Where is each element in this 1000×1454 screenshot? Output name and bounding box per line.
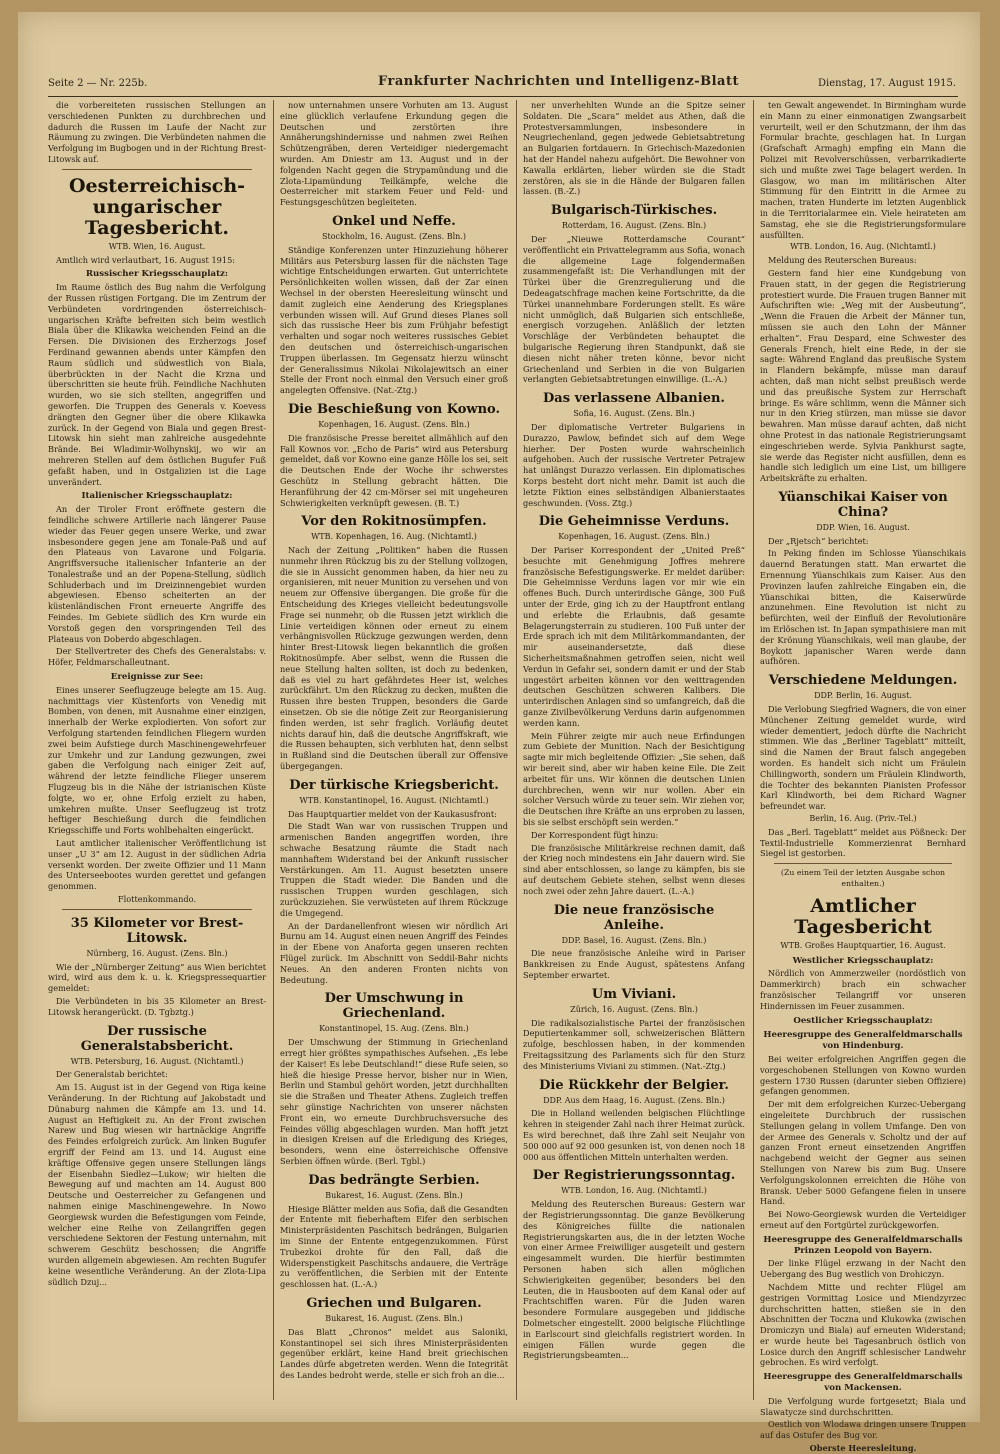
newspaper-page	[18, 12, 980, 1454]
dateline: DDP. Basel, 16. August. (Zens. Bln.)	[561, 935, 707, 945]
headline: Die Rückkehr der Belgier.	[539, 1077, 729, 1093]
paragraph: Die Verbündeten in bis 35 Kilometer an Brest-Litowsk herangerückt. (D. Tgbztg.)	[48, 995, 266, 1017]
separator	[62, 909, 252, 910]
paragraph: Der mit dem erfolgreichen Kurzec-Uebergang eingeleitete Durchbruch der russischen Stellungen gelang in vollem Umfange. Den von der Armee des Generals v. Scholtz und der auf ganzen Front erneut einsetzenden Angriffen nachgebend weicht der Gegner aus seinen Stellungen von Narew bis zum Bug. Unsere Verfolgungskolonnen erreichten die Höhe von Bransk. Ueber 5000 Gefangene fielen in unsere Hand.	[760, 1099, 966, 1207]
dateline: Berlin, 16. Aug. (Priv.-Tel.)	[809, 814, 917, 824]
headline: Amtlicher Tagesbericht	[794, 894, 932, 938]
paragraph: Ständige Konferenzen unter Hinzuziehung höherer Militärs aus Petersburg lassen für die nächsten Tage wichtige Entscheidungen erwarten. Gut unterrichtete Persönlichkeiten wollen wissen, daß der Zar einen Wechsel in der obersten Heeresleitung wünscht und damit zugleich eine Aenderung des Kriegsplanes verbunden wissen will. Auf Grund dieses Planes soll sich das russische Heer bis zum Frühjahr befestigt verhalten und sogar noch weiteres russisches Gebiet den deutschen und österreichisch-ungarischen Truppen überlassen. Im Gegensatz hierzu wünscht der Generalissimus Nikolai Nikolajewitsch an einer Stelle der Front noch einmal den Versuch einer groß angelegten Offensive. (Nat.-Ztg.)	[280, 244, 508, 396]
signature: Flottenkommando.	[117, 894, 197, 904]
dateline: DDP. Aus dem Haag, 16. August. (Zens. Bln.)	[543, 1095, 725, 1105]
header-rule	[48, 96, 958, 97]
subheading: Russischer Kriegsschauplatz:	[85, 269, 229, 280]
paragraph: Nördlich von Ammerzweiler (nordöstlich von Dammerkirch) brach ein schwacher französischer Teilangriff vor unseren Hindernissen im Feuer zusammen.	[760, 968, 966, 1011]
subheading: Westlicher Kriegsschauplatz:	[792, 955, 934, 966]
dateline: Bukarest, 16. August. (Zens. Bln.)	[325, 1190, 463, 1200]
paragraph: Der „Rjetsch“ berichtet:	[768, 535, 869, 546]
dateline: Stockholm, 16. August. (Zens. Bln.)	[322, 231, 466, 241]
paragraph: Bei Nowo-Georgiewsk wurden die Verteidiger erneut auf den Fortgürtel zurückgeworfen.	[760, 1209, 966, 1230]
headline: Verschiedene Meldungen.	[768, 673, 958, 689]
masthead: Frankfurter Nachrichten und Intelligenz-Blatt	[378, 74, 739, 89]
dateline: Zürich, 16. August. (Zens. Bln.)	[570, 1004, 698, 1014]
dateline: WTB. London, 16. Aug. (Nichtamtl.)	[561, 1186, 707, 1196]
headline: Der türkische Kriegsbericht.	[289, 777, 499, 793]
column-4	[760, 100, 966, 1454]
headline: Die Geheimnisse Verduns.	[538, 514, 730, 530]
paragraph: Die neue französische Anleihe wird in Pariser Bankkreisen zu Ende August, spätestens Anfang September erwartet.	[523, 948, 745, 980]
dateline: Sofia, 16. August. (Zens. Bln.)	[573, 409, 695, 419]
paragraph: Mein Führer zeigte mir auch neue Erfindungen zum Gebiete der Munition. Nach der Besichtigung sagte mir mich begleitende Offizier: „Sie sehen, daß wir bereit sind, aber wir haben keine Eile. Die Zeit arbeitet für uns. Wir können die deutschen Linien durchbrechen, wenn wir nur wollen. Aber ein solcher Versuch würde zu teuer sein. Wir ziehen vor, die Deutschen ihre Kräfte an uns erproben zu lassen, bis sie selbst erschöpft sein werden.“	[523, 730, 745, 828]
dateline: WTB. Kopenhagen, 16. Aug. (Nichtamtl.)	[311, 532, 477, 542]
headline: 35 Kilometer vor Brest-Litowsk.	[70, 915, 244, 946]
dateline: Konstantinopel, 15. Aug. (Zens. Bln.)	[319, 1024, 469, 1034]
headline: Um Viviani.	[591, 986, 677, 1002]
page-header	[48, 74, 978, 96]
dateline: WTB. Großes Hauptquartier, 16. August.	[780, 940, 946, 950]
paragraph: Gestern fand hier eine Kundgebung von Frauen statt, in der gegen die Registrierung protestiert wurde. Die Frauen trugen Banner mit Aufschriften wie: „Weg mit der Ausbeutung“, „Wenn die Frauen die Arbeit der Männer tun, müssen sie auch den Lohn der Männer erhalten“. Frau Despard, eine Schwester des Generals French, hielt eine Rede, in der sie sagte: Während England das preußische System in Flandern bekämpfe, müsse man darauf achten, daß man nicht selbst preußisch werde und das preußische System zur Herrschaft bringe. Es wäre schlimm, wenn die Männer sich nur in den Krieg stürzen, man müsse sie davor bewahren. Man müsse darauf achten, daß nicht ohne Protest in das nationale Registrierungsamt eingeschrieben werde. Sylvia Pankhurst sagte, sie werde das Register nicht ausfüllen, denn es handle sich lediglich um eine List, um billigere Arbeitskräfte zu erhalten.	[760, 267, 966, 484]
headline: Onkel und Neffe.	[332, 213, 456, 229]
headline: Bulgarisch-Türkisches.	[550, 203, 718, 219]
paragraph: Die französische Militärkreise rechnen damit, daß der Krieg noch mindestens ein Jahr dauern wird. Sie sind aber entschlossen, so lange zu kämpfen, bis sie auf deutschem Gebiete stehen, selbst wenn dieses noch zwei oder zehn Jahre dauert. (L.-A.)	[523, 842, 745, 896]
subheading: Heeresgruppe des Generalfeldmarschalls Prinzen Leopold von Bayern.	[763, 1234, 963, 1256]
paragraph: Wie der „Nürnberger Zeitung“ aus Wien berichtet wird, wird aus dem k. u. k. Kriegspressequartier gemeldet:	[48, 961, 266, 994]
paragraph: Nach der Zeitung „Politiken“ haben die Russen nunmehr ihren Rückzug bis zu der Stellung vollzogen, die sie in Aussicht genommen haben, da hier neu zu organisieren, mit neuer Munition zu versehen und von neuem zur Offensive übergangen. Die große für die Entscheidung des Krieges vielleicht bedeutungsvolle Frage sei nunmehr, ob die Russen jetzt wirklich die Linie verteidigen können oder erneut zu einem verhängnisvollen Rückzuge gezwungen werden, denn hinter Brest-Litowsk liegen bekanntlich die großen Rokitnosümpfe. Aber selbst, wenn die Russen die neue Stellung halten sollten, ist doch zu bedenken, daß es viel zu hart gefährdetes Heer ist, welches zurückfährt. Um den Rückzug zu decken, mußten die Russen ihre besten Truppen, besonders die Garde einsetzen. Ob sie die nötige Zeit zur Reorganisierung finden werden, ist sehr fraglich. Vorläufig deutet nichts darauf hin, daß die deutsche Angriffskraft, wie die Russen behaupten, sich verbluten hat, denn selbst in Rußland sind die Deutschen überall zur Offensive übergegangen.	[280, 545, 508, 772]
dateline: DDP. Berlin, 16. August.	[814, 691, 912, 701]
paragraph: Amtlich wird verlautbart, 16. August 1915:	[56, 254, 236, 265]
paragraph: now unternahmen unsere Vorhuten am 13. August eine glücklich verlaufene Erkundung gegen die Deutschen und zerstörten ihre Annäherungshindernisse und nahmen zwei Reihen Schützengräben, deren Verteidiger niedergemacht wurden. Am Dniestr am 13. August und in der folgenden Nacht gegen die Strypamündung und die Zlota-Lipamündung Teilkämpfe, welche die Oesterreicher mit starkem Feuer und Feld- und Festungsgeschützen begleiteten.	[280, 100, 508, 208]
paragraph: An der Tiroler Front eröffnete gestern die feindliche schwere Artillerie nach längerer Pause wieder das Feuer gegen unsere Werke, und zwar insbesondere gegen jene am Tonale-Paß und auf den Plateaus von Lavarone und Folgaria. Angriffsversuche italienischer Infanterie an der Tonalestraße und an der Popena-Stellung, südlich Schluderbach und im Dreizinnengebiet wurden abgewiesen. Ebenso scheiterten an der küstenländischen Front erneuerte Angriffe des Feindes. Im Gebiete südlich des Krn wurde ein Vorstoß gegen den vorspringenden Teil des Plateaus von Doberdo abgeschlagen.	[48, 504, 266, 644]
paragraph: Am 15. August ist in der Gegend von Riga keine Veränderung. In der Richtung auf Jakobstadt und Dünaburg nahmen die Kämpfe am 13. und 14. August an Heftigkeit zu. An der Front zwischen Narew und Bug wiesen wir hartnäckige Angriffe des Feindes erfolgreich zurück. Am linken Bugufer ergriff der Feind am 13. und 14. August eine kräftige Offensive gegen unsere Stellungen längs der Eisenbahn Siedlez—Lukow; wir hielten die Bewegung auf und machten am 14. August 800 Deutsche und Oesterreicher zu Gefangenen und nahmen einige Maschinengewehre. In Nowo Georgiewsk wurden die Befestigungen vom Feinde, welcher eine Reihe von Zeilangriffen gegen verschiedene Sektoren der Festung unternahm, mit schwerem Geschütz beschossen; die Angriffe wurden allgemein abgewiesen. Am rechten Bugufer keine wesentliche Veränderung. An der Zlota-Lipa südlich Dzuj...	[48, 1082, 266, 1287]
headline: Griechen und Bulgaren.	[306, 1295, 482, 1311]
headline: Das verlassene Albanien.	[543, 391, 725, 407]
paragraph: Im Raume östlich des Bug nahm die Verfolgung der Russen rüstigen Fortgang. Die im Zentrum der Verbündeten vordringenden österreichisch-ungarischen Kräfte befreiten sich beim westlich Biala über die Klikawka weichenden Feind an die Fersen. Die Divisionen des Erzherzogs Josef Ferdinand gewannen abends unter Kämpfen den Raum südlich und südwestlich von Biala, überbrückten in der Nacht die Krzna und überschritten sie heute früh. Feindliche Nachhuten wurden, wo sie sich stellten, angegriffen und geworfen. Die Truppen des Generals v. Koevess drängten den Gegner über die obere Klikawka zurück. In der Gegend von Biala und gegen Brest-Litowsk hin sieht man zahlreiche ausgedehnte Brände. Bei Wladimir-Wolhynskij, wo wir an mehreren Stellen auf dem östlichen Bugufer Fuß gefaßt haben, und in Ostgalizien ist die Lage unverändert.	[48, 282, 266, 487]
page-number: Seite 2 — Nr. 225b.	[48, 78, 148, 89]
headline: Der Umschwung in Griechenland.	[324, 991, 464, 1022]
paragraph: Oestlich von Wlodawa dringen unsere Truppen auf das Ostufer des Bug vor.	[760, 1419, 966, 1441]
paragraph: Nachdem Mitte und rechter Flügel am gestrigen Vormittag Losice und Miendzyrzec durchschritten hatten, stießen sie in den Abschnitten der Toczna und Klukowka (zwischen Dromiczyn und Biala) auf erneuten Widerstand; er wurde heute bei Tagesanbruch östlich von Losice durch den Angriff schlesischer Landwehr gebrochen. Es wird verfolgt.	[760, 1281, 966, 1368]
paragraph: In Peking finden im Schlosse Yüanschikais dauernd Beratungen statt. Man erwartet die Ernennung Yüanschikais zum Kaiser. Aus den Provinzen laufen zahlreiche Eingaben ein, die Yüanschikai bitten, die Kaiserwürde anzunehmen. Eine Revolution ist nicht zu befürchten, weil der Einfluß der Revolutionäre im Erlöschen ist. In Japan sympathisiere man mit der Krönung Yüanschikais, weil man glaube, der Boykott japanischer Waren werde dann aufhören.	[760, 548, 966, 667]
paragraph: ten Gewalt angewendet. In Birmingham wurde ein Mann zu einer einmonatigen Zwangsarbeit verurteilt, weil er den Schutzmann, der ihm das Formular brachte, geschlagen hat. In Lurgan (Grafschaft Armagh) empfing ein Mann die Polizei mit Revolverschüssen, verbarrikadierte sich und mußte zwei Tage belagert werden. In Glasgow, wo man im militärischen Alter Stimmung für den Eintritt in die Armee zu machen, traten Hunderte im letzten Augenblick in die Territorialarmee ein. Viele heirateten am Samstag, ehe sie die Registrierungsformulare ausfüllten.	[760, 100, 966, 240]
paragraph: Das Hauptquartier meldet von der Kaukasusfront:	[288, 808, 497, 819]
headline: Yüanschikai Kaiser von China?	[778, 489, 948, 520]
paragraph: Der Korrespondent fügt hinzu:	[531, 829, 659, 840]
subheading: Oestlicher Kriegsschauplatz:	[793, 1015, 933, 1026]
headline: Der Registrierungssonntag.	[532, 1168, 736, 1184]
subheading: Heeresgruppe des Generalfeldmarschalls von Hindenburg.	[763, 1030, 963, 1052]
paragraph: Das „Berl. Tageblatt“ meldet aus Pößneck: Der Textil-Industrielle Kommerzienrat Bernhard Siegel ist gestorben.	[760, 826, 966, 859]
paragraph: Die radikalsozialistische Partei der französischen Deputiertenkammer soll, schweizerischen Blättern zufolge, beschlossen haben, in der kommenden Freitagssitzung des Parlaments sich für den Sturz des Ministeriums Viviani zu stimmen. (Nat.-Ztg.)	[523, 1017, 745, 1071]
headline: Die neue französische Anleihe.	[553, 902, 715, 933]
paragraph: Der Generalstab berichtet:	[56, 1069, 168, 1080]
paragraph: Bei weiter erfolgreichen Angriffen gegen die vorgeschobenen Stellungen von Kowno wurden gestern 1730 Russen (darunter sieben Offiziere) gefangen genommen.	[760, 1053, 966, 1097]
column-divider	[273, 100, 274, 1400]
paragraph: An der Dardanellenfront wiesen wir nördlich Ari Burnu am 14. August einen neuen Angriff des Feindes in der Ebene von Anaforta gegen unseren rechten Flügel zurück. Im Abschnitt von Seddil-Bahr nichts Neues. An den anderen Fronten nichts von Bedeutung.	[280, 920, 508, 985]
separator	[62, 169, 252, 170]
paragraph: Eines unserer Seeflugzeuge belegte am 15. Aug. nachmittags vier Küstenforts von Venedig mit Bomben, von denen, mit Ausnahme einer einzigen, innerhalb der Werke explodierten. Von sofort zur Verfolgung startenden feindlichen Fliegern wurden zwei beim Aufstiege durch Maschinengewehrfeuer zur Umkehr und zur Landung gezwungen, zwei gaben die Verfolgung nach einiger Zeit auf, während der letzte feindliche Flieger unserem Flugzeug bis in die Nähe der istrianischen Küste folgte, wo er, ohne Erfolg erzielt zu haben, umkehren mußte. Unser Seeflugzeug ist trotz heftiger Beschießung durch die feindlichen Kriegsschiffe und Forts wohlbehalten eingerückt.	[48, 684, 266, 836]
column-divider	[753, 100, 754, 1400]
dateline: Bukarest, 16. August. (Zens. Bln.)	[325, 1313, 463, 1323]
dateline: WTB. London, 16. Aug. (Nichtamtl.)	[790, 242, 936, 252]
paragraph: Laut amtlicher italienischer Veröffentlichung ist unser „U 3“ am 12. August in der südlichen Adria versenkt worden. Der zweite Offizier und 11 Mann des Unterseebootes wurden gerettet und gefangen genommen.	[48, 838, 266, 892]
headline: Das bedrängte Serbien.	[308, 1172, 480, 1188]
paragraph: Der linke Flügel erzwang in der Nacht den Uebergang des Bug westlich von Drohiczyn.	[760, 1258, 966, 1280]
dateline: Nürnberg, 16. August. (Zens. Bln.)	[86, 948, 228, 958]
dateline: Kopenhagen, 16. August. (Zens. Bln.)	[558, 532, 710, 542]
subheading: Italienischer Kriegsschauplatz:	[81, 491, 233, 502]
dateline: Kopenhagen, 16. August. (Zens. Bln.)	[318, 419, 470, 429]
paragraph: Meldung des Reuterschen Bureaus: Gestern war der Registrierungssonntag. Die ganze Bevölkerung des Königreiches füllte die nationalen Registrierungskarten aus, die in der letzten Woche von einer Armee Freiwilliger ausgeteilt und gestern eingesammelt wurden. Die hierfür bestimmten Personen haben sich allen möglichen Schwierigkeiten gegenüber, besonders bei den Leuten, die in Hausbooten auf dem Kanal oder auf Frachtschiffen waren. Für die Juden waren besondere Formulare ausgegeben und jiddische Dolmetscher eingestellt. 2000 belgische Flüchtlinge in Earlscourt sind gleichfalls registriert worden. In einigen Fällen wurde gegen die Registrierungsbeamten...	[523, 1199, 745, 1361]
paragraph: ner unverhehlten Wunde an die Spitze seiner Soldaten. Die „Scara“ meldet aus Athen, daß die Protestversammlungen, insbesondere in Neugriechenland, gegen jedwede Gebietsabtretung an Bulgarien fortdauern. In Griechisch-Mazedonien hat der Handel nahezu aufgehört. Die Bewohner von Kawalla erklärten, lieber würden sie die Stadt zerstören, als sie in die Hände der Bulgaren fallen lassen. (B.-Z.)	[523, 100, 745, 197]
column-3	[523, 100, 745, 1410]
headline: Die Beschießung von Kowno.	[287, 401, 501, 417]
subheading: Heeresgruppe des Generalfeldmarschalls von Mackensen.	[763, 1372, 963, 1394]
paragraph: Die französische Presse bereitet allmählich auf den Fall Kownos vor. „Echo de Paris“ wird aus Petersburg gemeldet, daß vor Kowno eine ganze Hölle los sei, seit die Deutschen Ende der Woche ihr schwerstes Geschütz in Stellung gebracht hätten. Die Heranführung der 42 cm-Mörser sei mit ungeheuren Schwierigkeiten verknüpft gewesen. (B. T.)	[280, 432, 508, 508]
paragraph: Das Blatt „Chronos“ meldet aus Saloniki, Konstantinopel sei sich ihres Ministerpräsidenten gegenüber erklärt, keine Hand breit griechischen Landes dürfe abgetreten werden. Wenn die Integrität des Landes bedroht werde, stelle er sich froh an die...	[280, 1326, 508, 1380]
column-1	[48, 100, 266, 1410]
paragraph: Der Umschwung der Stimmung in Griechenland erregt hier größtes sympathisches Aufsehen. „Es lebe der Kaiser! Es lebe Deutschland!“ diese Rufe seien, so hieß die hiesige Presse hervor, bisher nur in Wien, Berlin und Stambul gehört worden, jetzt durchhallten sie die Straßen und Theater Athens. Zugleich treffen sehr günstige Nachrichten von unserer nächsten Front ein, wo erneute Durchbruchsversuche des Feindes völlig abgeschlagen wurden. Man hofft jetzt in diesigen Kreisen auf die Erledigung des Krieges, besonders, wenn eine österreichische Offensive Serbien öffnen würde. (Berl. Tgbl.)	[280, 1037, 508, 1166]
paragraph: die vorbereiteten russischen Stellungen an verschiedenen Punkten zu durchbrechen und dadurch die Russen im Laufe der Nacht zur Räumung zu zwingen. Die Verbündeten nahmen die Verfolgung im Bugbogen und in der Richtung Brest-Litowsk auf.	[48, 100, 266, 164]
paragraph: Die Stadt Wan war von russischen Truppen und armenischen Banden angegriffen worden, ihre schwache Besatzung räumte die Stadt nach mannhaftem Widerstand bei der Ankunft russischer Verstärkungen. Am 11. August besetzten unsere Truppen die Stadt wieder. Die Banden und die russischen Truppen wurden geschlagen, sich zurückzuziehen. Sie verwüsteten auf ihrem Rückzuge die Umgegend.	[280, 821, 508, 918]
separator	[774, 863, 952, 864]
headline: Vor den Rokitnosümpfen.	[301, 514, 487, 530]
dateline: WTB. Wien, 16. August.	[108, 241, 206, 251]
signature: Oberste Heeresleitung.	[809, 1443, 917, 1454]
paragraph: Hiesige Blätter melden aus Sofia, daß die Gesandten der Entente mit fieberhaftem Eifer den serbischen Ministerpräsidenten Paschitsch bedrängen, Bulgarien im Sinne der Entente entgegenzukommen. Fürst Trubezkoi drohte für den Fall, daß die Widerspenstigkeit Paschitschs andauere, die Verträge zu veröffentlichen, die Serbien mit der Entente geschlossen hat. (L.-A.)	[280, 1203, 508, 1290]
column-2	[280, 100, 508, 1410]
dateline: DDP. Wien, 16. August.	[816, 522, 910, 532]
issue-date: Dienstag, 17. August 1915.	[818, 78, 956, 89]
column-divider	[516, 100, 517, 1400]
paragraph: Die Verfolgung wurde fortgesetzt; Biala und Slawatycze sind durchschritten.	[760, 1395, 966, 1417]
headline: Oesterreichisch-ungarischer Tagesbericht.	[68, 174, 246, 239]
subheading: Ereignisse zur See:	[110, 672, 204, 683]
edition-note: (Zu einem Teil der letzten Ausgabe schon enthalten.)	[780, 868, 946, 888]
dateline: Rotterdam, 16. August. (Zens. Bln.)	[561, 221, 707, 231]
paragraph: Die in Holland weilenden belgischen Flüchtlinge kehren in steigender Zahl nach ihrer Heimat zurück. Es wird berechnet, daß ihre Zahl seit Neujahr von 500 000 auf 92 000 gesunken ist, von denen noch 18 000 aus öffentlichen Mitteln unterhalten werden.	[523, 1108, 745, 1162]
paragraph: Der „Nieuwe Rotterdamsche Courant“ veröffentlicht ein Privattelegramm aus Sofia, wonach die allgemeine Lage folgendermaßen zusammengefaßt ist: Die Verhandlungen mit der Türkei über die Grenzregulierung und die Dedeagatschfrage machen keine Fortschritte, da die Türkei unannehmbare Forderungen stellt. Es wäre nicht unmöglich, daß Bulgarien sich entschließe, energisch vorzugehen. Anläßlich der letzten Vorschläge der Verbündeten behauptet die bulgarische Regierung ihren Standpunkt, daß sie diesen nicht näher treten könne, bevor nicht Griechenland und Serbien in die von Bulgarien verlangten Gebietsabtretungen einwillige. (L.-A.)	[523, 233, 745, 385]
dateline: WTB. Konstantinopel, 16. August. (Nichtamtl.)	[299, 795, 489, 805]
paragraph: Meldung des Reuterschen Bureaus:	[768, 255, 917, 266]
dateline: WTB. Petersburg, 16. August. (Nichtamtl.)	[70, 1056, 244, 1066]
paragraph: Der diplomatische Vertreter Bulgariens in Durazzo, Pawlow, befindet sich auf dem Wege hierher. Der Posten wurde wahrscheinlich aufgehoben. Auch der russische Vertreter Petrajew hat unlängst Durazzo verlassen. Ein diplomatisches Korps besteht dort nicht mehr. Damit ist auch die letzte Fiktion eines selbständigen Albanierstaates geschwunden. (Voss. Ztg.)	[523, 421, 745, 508]
paragraph: Der Stellvertreter des Chefs des Generalstabs: v. Höfer, Feldmarschalleutnant.	[48, 646, 266, 668]
paragraph: Die Verlobung Siegfried Wagners, die von einer Münchener Zeitung gemeldet wurde, wird wieder dementiert, jedoch dürfte die Nachricht stimmen. Wie das „Berliner Tageblatt“ mitteilt, sind die Namen der Braut falsch angegeben worden. Es handelt sich nicht um Fräulein Chillingworth, sondern um Fräulein Klindworth, die Tochter des bekannten Pianisten Professor Karl Klindworth, bei dem Richard Wagner befreundet war.	[760, 704, 966, 812]
paragraph: Der Pariser Korrespondent der „United Preß“ besuchte mit Genehmigung Joffres mehrere französische Befestigungswerke. Er meldet darüber: Die Geheimnisse Verduns lagen vor mir wie ein offenes Buch. Durch unterirdische Gänge, 300 Fuß unter der Erde, ging ich zu der Hauptfront entlang und erlebte die Erlaubnis, daß gesamte Belagerungsterrain zu studieren. 100 Fuß unter der Erde sprach ich mit dem Militärkommandanten, der mir auseinandersetzte, daß diese Sicherheitsmaßnahmen getroffen seien, nicht weil Verdun in Gefahr sei, sondern damit er und der Stab ungestört arbeiten können vor den weittragenden deutschen Geschützen schweren Kalibers. Die unterirdischen Anlagen sind so umfangreich, daß die ganze Zivilbevölkerung Verduns darin aufgenommen werden kann.	[523, 545, 745, 728]
headline: Der russische Generalstabsbericht.	[80, 1023, 234, 1054]
